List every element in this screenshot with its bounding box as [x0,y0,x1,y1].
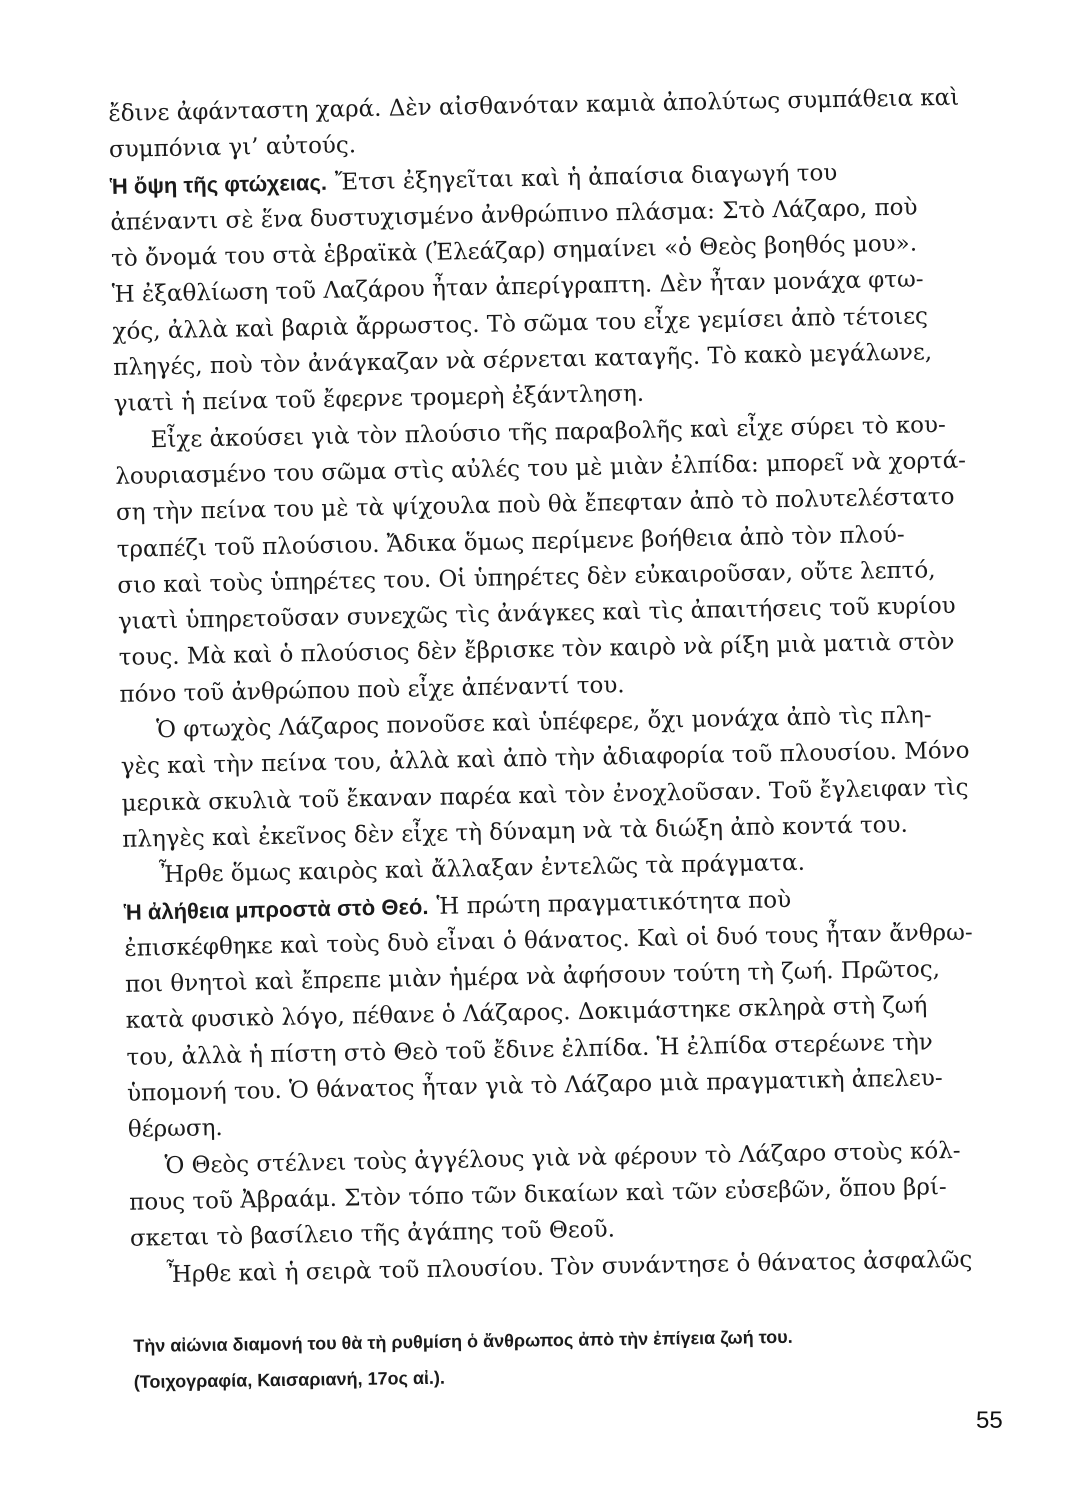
text-line: συμπόνια γι’ αὐτούς. [108,132,357,164]
text-line: ἀπέναντι σὲ ἕνα δυστυχισμένο ἀνθρώπινο πλάσμα: Στὸ Λάζαρο, ποὺ [110,194,918,236]
section-heading-truth: Ἡ ἀλήθεια μπροστὰ στὸ Θεό. [123,893,429,925]
text-line: σκεται τὸ βασίλειο τῆς ἀγάπης τοῦ Θεοῦ. [129,1216,616,1252]
text-line: του, ἀλλὰ ἡ πίστη στὸ Θεὸ τοῦ ἔδινε ἐλπίδα. Ἡ ἐλπίδα στερέωνε τὴν [126,1029,933,1071]
text-segment: Ἡ πρώτη πραγματικότητα ποὺ [436,886,792,920]
text-line: ὑπομονή του. Ὁ θάνατος ἦταν γιὰ τὸ Λάζαρο μιὰ πραγματικὴ ἀπελευ- [126,1065,943,1107]
page-number: 55 [976,1407,1003,1434]
text-line: Ἡ ἐξαθλίωση τοῦ Λαζάρου ἦταν ἀπερίγραπτη. Δὲν ἦταν μονάχα φτω- [111,266,924,309]
text-line: θέρωση. [127,1115,223,1144]
text-line: τους. Μὰ καὶ ὁ πλούσιος δὲν ἔβρισκε τὸν καιρὸ νὰ ρίξη μιὰ ματιὰ στὸν [118,629,955,672]
text-segment: Ἔτσι ἐξηγεῖται καὶ ἡ ἀπαίσια διαγωγή του [334,159,838,196]
text-line: Ὁ φτωχὸς Λάζαρος πονοῦσε καὶ ὑπέφερε, ὄχι μονάχα ἀπὸ τὶς πλη- [155,702,932,744]
text-line: πληγὲς καὶ ἐκεῖνος δὲν εἶχε τὴ δύναμη νὰ τὰ διώξη ἀπὸ κοντά του. [122,811,909,853]
text-line: Ἦρθε καὶ ἡ σειρὰ τοῦ πλουσίου. Τὸν συνάντησε ὁ θάνατος ἀσφαλῶς [166,1246,973,1288]
text-line: Ἦρθε ὅμως καιρὸς καὶ ἄλλαξαν ἐντελῶς τὰ πράγματα. [158,849,806,889]
text-line: Εἶχε ἀκούσει γιὰ τὸν πλούσιο τῆς παραβολῆς καὶ εἶχε σύρει τὸ κου- [150,411,946,453]
text-line: πους τοῦ Ἀβραάμ. Στὸν τόπο τῶν δικαίων καὶ τῶν εὐσεβῶν, ὅπου βρί- [129,1174,947,1216]
text-line: πληγές, ποὺ τὸν ἀνάγκαζαν νὰ σέρνεται καταγῆς. Τὸ κακὸ μεγάλωνε, [112,339,933,382]
text-line: λουριασμένο του σῶμα στὶς αὐλές του μὲ μιὰν ἐλπίδα: μπορεῖ νὰ χορτά- [115,447,967,490]
text-line: ἔδινε ἀφάνταστη χαρά. Δὲν αἰσθανόταν καμιὰ ἀπολύτως συμπάθεια καὶ [108,84,960,127]
text-line: μερικὰ σκυλιὰ τοῦ ἔκαναν παρέα καὶ τὸν ἐνοχλοῦσαν. Τοῦ ἔγλειφαν τὶς [121,774,969,817]
text-line: ποι θνητοὶ καὶ ἔπρεπε μιὰν ἡμέρα νὰ ἀφήσουν τούτη τὴ ζωή. Πρῶτος, [124,956,941,998]
caption-line: Τὴν αἰώνια διαμονή του θὰ τὴ ρυθμίση ὁ ἄνθρωπος ἀπὸ τὴν ἐπίγεια ζωή του. [133,1326,793,1356]
section-heading-poverty: Ἡ ὄψη τῆς φτώχειας. [109,169,328,199]
text-line: τὸ ὄνομά του στὰ ἑβραϊκὰ (Ἐλεάζαρ) σημαίνει «ὁ Θεὸς βοηθός μου». [110,230,918,273]
text-line: Ὁ Θεὸς στέλνει τοὺς ἀγγέλους γιὰ νὰ φέρουν τὸ Λάζαρο στοὺς κόλ- [164,1137,961,1179]
main-text [108,79,1001,1293]
text-line: κατὰ φυσικὸ λόγο, πέθανε ὁ Λάζαρος. Δοκιμάστηκε σκληρὰ στὴ ζωή [125,992,928,1035]
text-line: ἐπισκέφθηκε καὶ τοὺς δυὸ εἶναι ὁ θάνατος. Καὶ οἱ δυό τους ἦταν ἄνθρω- [124,919,973,962]
text-line: σιο καὶ τοὺς ὑπηρέτες του. Οἱ ὑπηρέτες δὲν εὐκαιροῦσαν, οὔτε λεπτό, [117,557,936,599]
text-line: γὲς καὶ τὴν πείνα του, ἀλλὰ καὶ ἀπὸ τὴν ἀδιαφορία τοῦ πλουσίου. Μόνο [120,737,970,781]
text-line: ση τὴν πείνα του μὲ τὰ ψίχουλα ποὺ θὰ ἔπεφταν ἀπὸ τὸ πολυτελέστατο [115,484,955,527]
caption-line: (Τοιχογραφία, Καισαριανή, 17ος αἰ.). [133,1367,446,1392]
text-line: γιατὶ ἡ πείνα τοῦ ἔφερνε τρομερὴ ἐξάντληση. [113,381,645,418]
text-line: πόνο τοῦ ἀνθρώπου ποὺ εἶχε ἀπέναντί του. [119,671,625,708]
text-line: γιατὶ ὑπηρετοῦσαν συνεχῶς τὶς ἀνάγκες καὶ τὶς ἀπαιτήσεις τοῦ κυρίου [117,592,956,636]
text-line: χός, ἀλλὰ καὶ βαριὰ ἄρρωστος. Τὸ σῶμα του εἶχε γεμίσει ἀπὸ τέτοιες [112,303,929,345]
text-line: τραπέζι τοῦ πλούσιου. Ἄδικα ὅμως περίμενε βοήθεια ἀπὸ τὸν πλού- [116,521,905,563]
figure-caption [133,1316,994,1400]
